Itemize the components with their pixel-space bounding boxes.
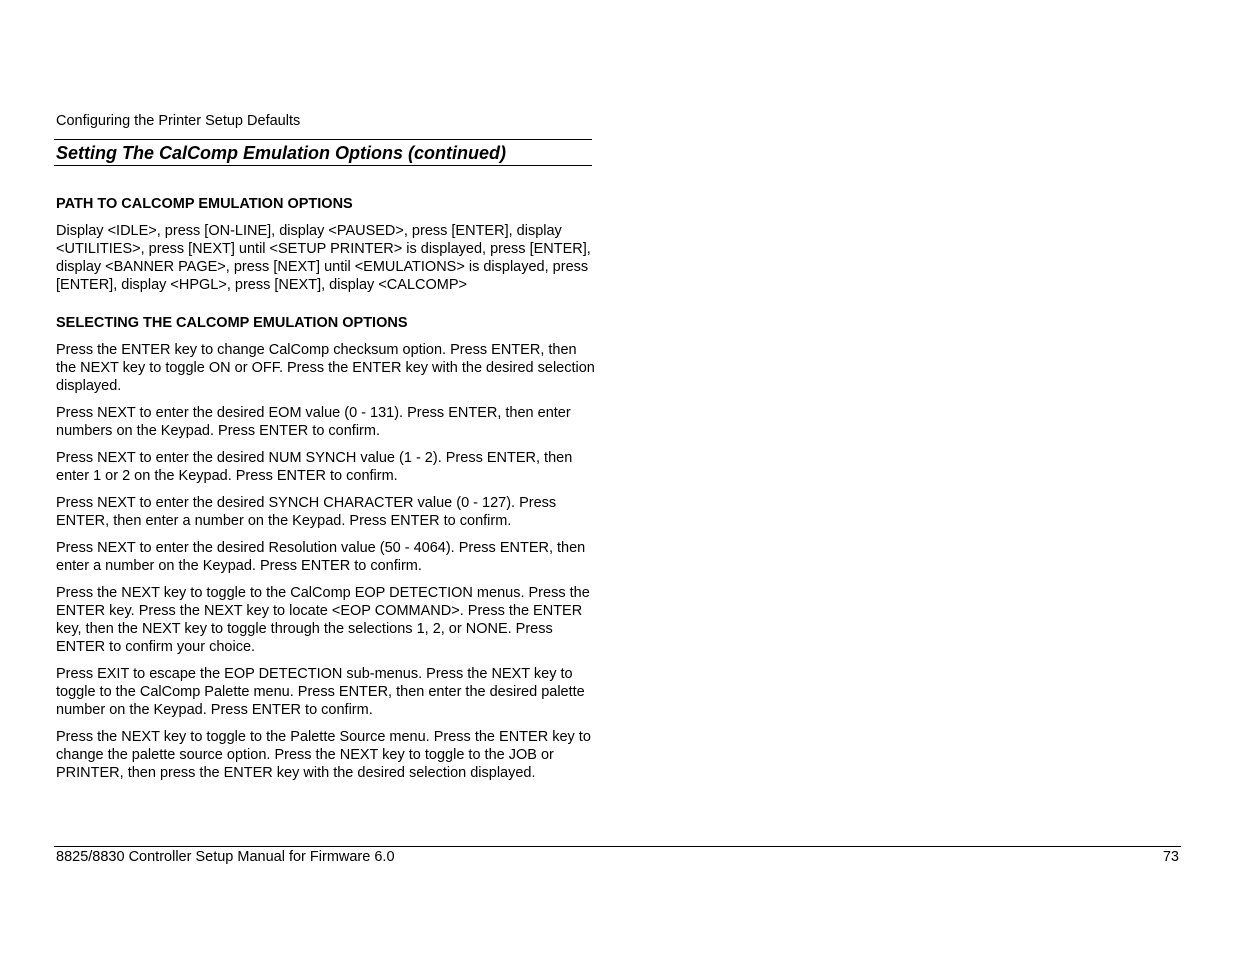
selecting-heading: SELECTING THE CALCOMP EMULATION OPTIONS — [56, 315, 408, 331]
instruction-paragraph-eop-detection: Press the NEXT key to toggle to the CalComp EOP DETECTION menus. Press the ENTER key. Press the NEXT key to locate <EOP COMMAND>. Press the ENTER key, then the NEXT key to toggle through the selections 1, 2, or NONE. Press ENTER to confirm your choice. — [56, 585, 590, 655]
footer-rule — [54, 846, 1181, 847]
instruction-paragraph-checksum: Press the ENTER key to change CalComp checksum option. Press ENTER, then the NEXT key to toggle ON or OFF. Press the ENTER key with the desired selection displayed. — [56, 342, 595, 394]
instruction-paragraph-palette-source: Press the NEXT key to toggle to the Palette Source menu. Press the ENTER key to change the palette source option. Press the NEXT key to toggle to the JOB or PRINTER, then press the ENTER key with the desired selection displayed. — [56, 729, 591, 781]
section-title: Setting The CalComp Emulation Options (continued) — [56, 143, 506, 163]
instruction-paragraph-synch-character: Press NEXT to enter the desired SYNCH CHARACTER value (0 - 127). Press ENTER, then enter a number on the Keypad. Press ENTER to confirm. — [56, 495, 557, 529]
title-rule-bottom — [54, 165, 592, 166]
instruction-paragraph-num-synch: Press NEXT to enter the desired NUM SYNCH value (1 - 2). Press ENTER, then enter 1 or 2 on the Keypad. Press ENTER to confirm. — [56, 450, 573, 484]
instruction-paragraph-resolution: Press NEXT to enter the desired Resolution value (50 - 4064). Press ENTER, then enter a number on the Keypad. Press ENTER to confirm. — [56, 540, 586, 574]
footer-manual-title: 8825/8830 Controller Setup Manual for Firmware 6.0 — [56, 849, 395, 865]
page-number: 73 — [1162, 849, 1179, 865]
instruction-paragraph-palette: Press EXIT to escape the EOP DETECTION sub-menus. Press the NEXT key to toggle to the CalComp Palette menu. Press ENTER, then enter the desired palette number on the Keypad. Press ENTER to confirm. — [56, 666, 585, 718]
body-content — [56, 195, 596, 791]
instruction-paragraph-eom: Press NEXT to enter the desired EOM value (0 - 131). Press ENTER, then enter numbers on the Keypad. Press ENTER to confirm. — [56, 405, 571, 439]
title-rule-top — [54, 139, 592, 140]
running-header: Configuring the Printer Setup Defaults — [56, 113, 301, 129]
path-heading: PATH TO CALCOMP EMULATION OPTIONS — [56, 196, 353, 212]
path-paragraph: Display <IDLE>, press [ON-LINE], display <PAUSED>, press [ENTER], display <UTILITIES>, press [NEXT] until <SETUP PRINTER> is displayed, press [ENTER], display <BANNER PAGE>, press [NEXT] until <EMULATIONS> is displayed, press [ENTER], display <HPGL>, press [NEXT], display <CALCOMP> — [56, 223, 591, 293]
